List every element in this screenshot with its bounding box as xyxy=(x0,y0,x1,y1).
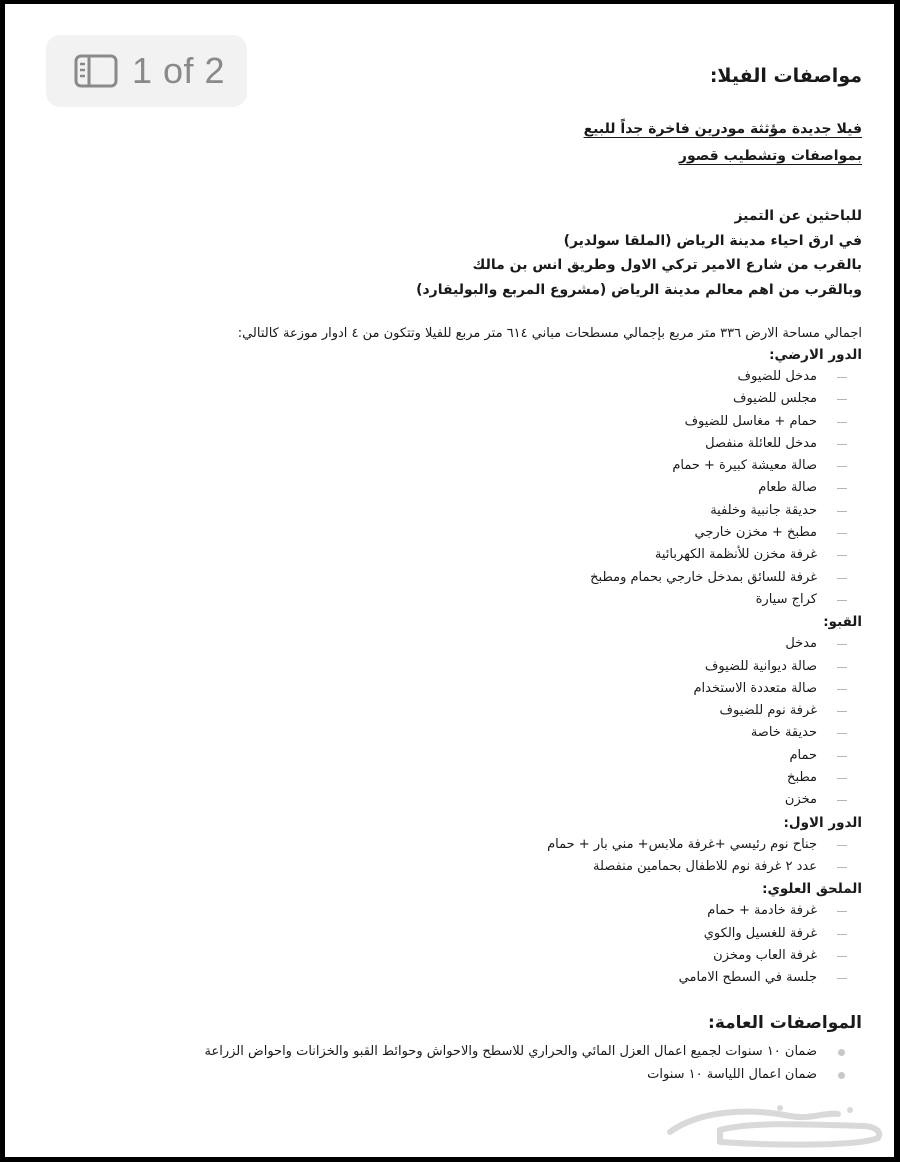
roof-annex-heading: الملحق العلوي: xyxy=(762,881,862,898)
location-line: بالقرب من شارع الامير تركي الاول وطريق انس بن مالك xyxy=(472,257,862,273)
intro-line: بمواصفات وتشطيب قصور xyxy=(678,148,862,164)
ground-floor-list xyxy=(142,366,862,611)
location-line: للباحثين عن التميز xyxy=(734,208,862,224)
page-counter: 1 of 2 xyxy=(132,50,226,91)
list-item: صالة طعام xyxy=(142,477,862,499)
list-item: مدخل للعائلة منفصل xyxy=(142,433,862,455)
intro-line: فيلا جديدة مؤثثة مودرين فاخرة جداً للبيع xyxy=(583,121,862,137)
basement-heading: القبو: xyxy=(823,614,862,631)
page-title: مواصفات الفيلا: xyxy=(709,65,862,87)
list-item: غرفة نوم للضيوف xyxy=(142,700,862,722)
location-line: وبالقرب من اهم معالم مدينة الرياض (مشروع المربع والبوليفارد) xyxy=(416,281,862,298)
list-item: صالة متعددة الاستخدام xyxy=(142,678,862,700)
list-item: عدد ٢ غرفة نوم للاطفال بحمامين منفصلة xyxy=(142,856,862,878)
first-floor-list xyxy=(142,834,862,879)
list-item: حديقة جانبية وخلفية xyxy=(142,500,862,522)
basement-list xyxy=(142,633,862,811)
list-item: غرفة للغسيل والكوي xyxy=(142,923,862,945)
list-item: كراج سيارة xyxy=(142,589,862,611)
list-item: مطبخ + مخزن خارجي xyxy=(142,522,862,544)
list-item: غرفة خادمة + حمام xyxy=(142,900,862,922)
list-item: حديقة خاصة xyxy=(142,722,862,744)
list-item: صالة ديوانية للضيوف xyxy=(142,656,862,678)
document-body xyxy=(142,58,862,1086)
general-specs-list xyxy=(142,1041,862,1086)
list-item: ضمان اعمال اللياسة ١٠ سنوات xyxy=(142,1064,862,1087)
list-item: مطبخ xyxy=(142,767,862,789)
list-item: صالة معيشة كبيرة + حمام xyxy=(142,455,862,477)
haraj-watermark-logo xyxy=(660,1102,888,1150)
general-specs-heading: المواصفات العامة: xyxy=(708,1013,862,1034)
location-block xyxy=(142,204,862,302)
list-item: جلسة في السطح الامامي xyxy=(142,967,862,989)
list-item: مدخل xyxy=(142,633,862,655)
intro-block xyxy=(142,116,862,170)
list-item: ضمان ١٠ سنوات لجميع اعمال العزل المائي والحراري للاسطح والاحواش وحوائط القبو والخزانات واحواض الزراعة xyxy=(142,1041,862,1064)
list-item: غرفة للسائق بمدخل خارجي بحمام ومطبخ xyxy=(142,567,862,589)
sidebar-toggle-icon[interactable] xyxy=(74,54,118,88)
first-floor-heading: الدور الاول: xyxy=(783,814,862,831)
location-line: في ارق احياء مدينة الرياض (الملقا سولدير) xyxy=(563,232,862,249)
roof-annex-list xyxy=(142,900,862,989)
list-item: مدخل للضيوف xyxy=(142,366,862,388)
area-summary: اجمالي مساحة الارض ٣٣٦ متر مربع بإجمالي مسطحات مباني ٦١٤ متر مربع للفيلا وتتكون من ٤ ادوار موزعة كالتالي: xyxy=(237,326,862,341)
list-item: غرفة مخزن للأنظمة الكهربائية xyxy=(142,544,862,566)
list-item: مجلس للضيوف xyxy=(142,388,862,410)
list-item: مخزن xyxy=(142,789,862,811)
list-item: حمام + مغاسل للضيوف xyxy=(142,411,862,433)
list-item: غرفة العاب ومخزن xyxy=(142,945,862,967)
ground-floor-heading: الدور الارضي: xyxy=(769,347,862,363)
list-item: حمام xyxy=(142,745,862,767)
list-item: جناح نوم رئيسي +غرفة ملابس+ مني بار + حمام xyxy=(142,834,862,856)
